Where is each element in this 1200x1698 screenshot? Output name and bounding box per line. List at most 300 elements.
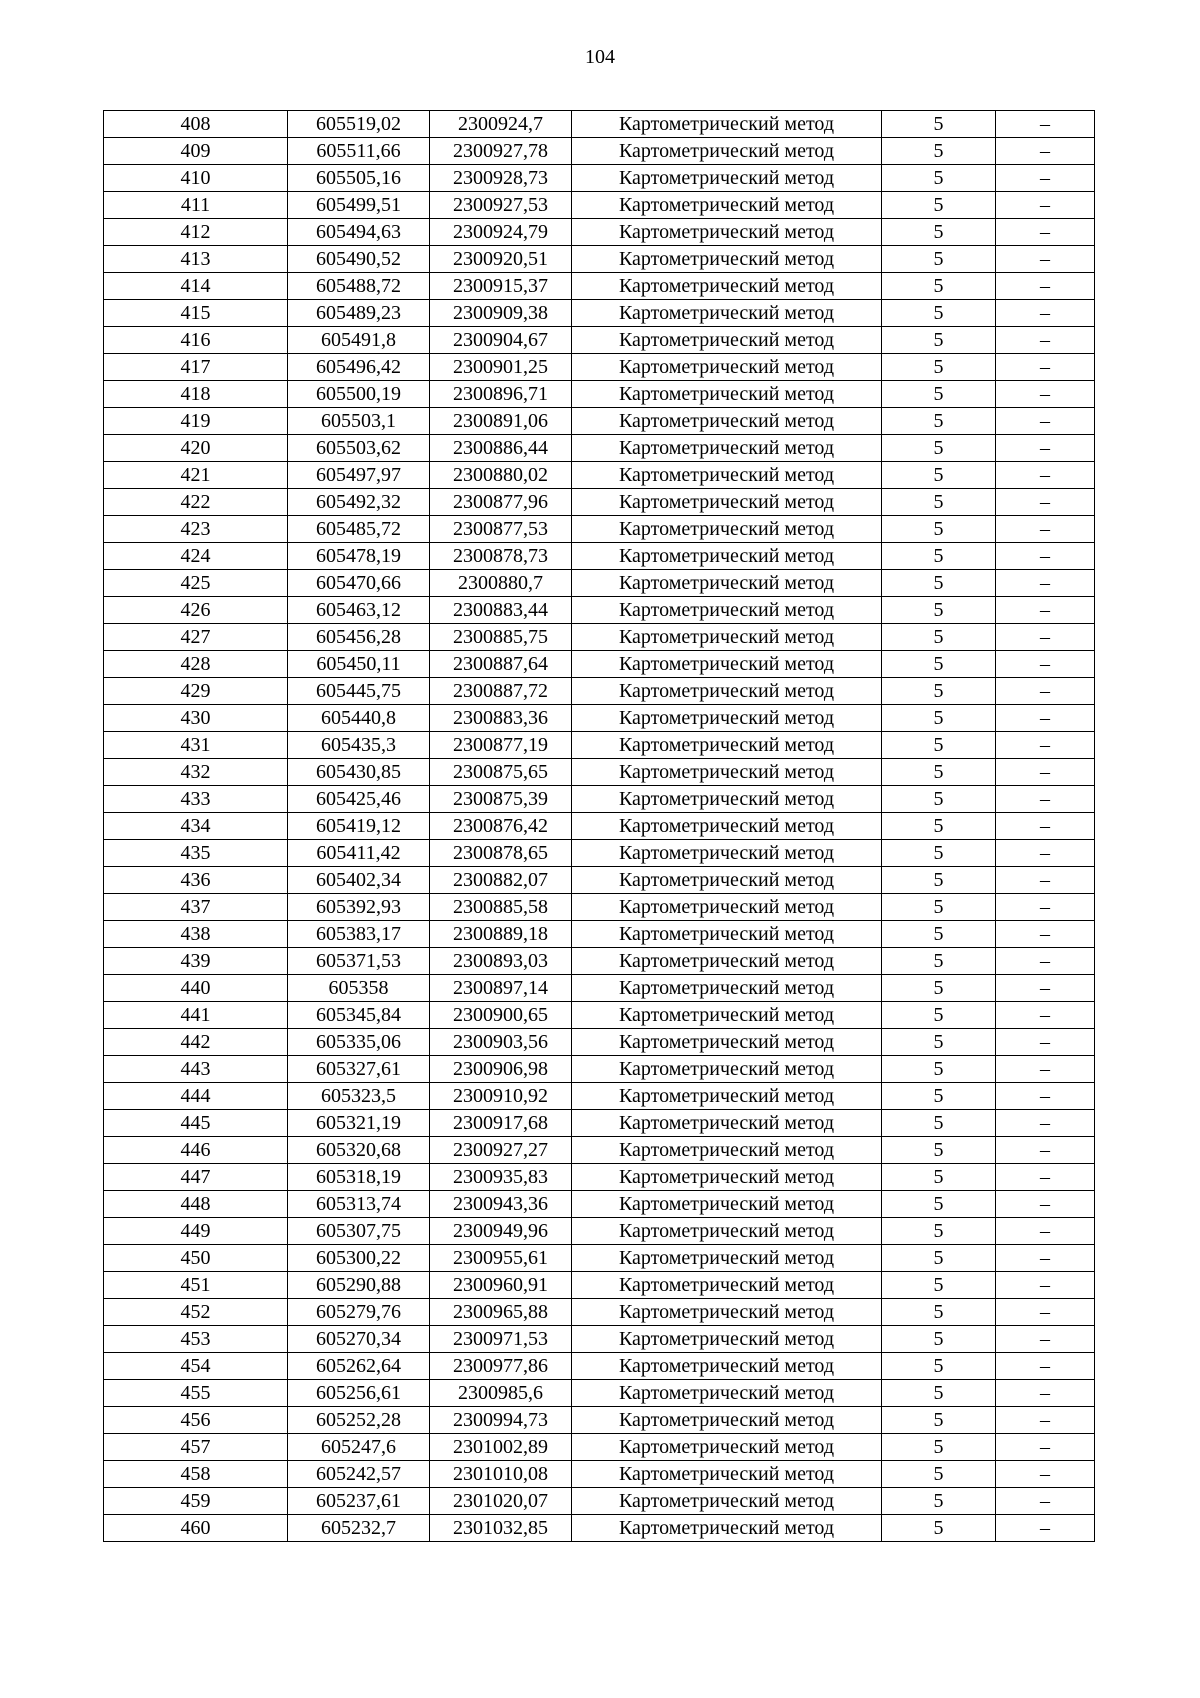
point-number-cell: 439 bbox=[104, 948, 288, 975]
dash-cell: – bbox=[996, 381, 1095, 408]
accuracy-cell: 5 bbox=[882, 813, 996, 840]
point-number-cell: 460 bbox=[104, 1515, 288, 1542]
y-coordinate-cell: 2300877,53 bbox=[430, 516, 572, 543]
y-coordinate-cell: 2300875,39 bbox=[430, 786, 572, 813]
table-row bbox=[104, 489, 1095, 516]
x-coordinate-cell: 605505,16 bbox=[288, 165, 430, 192]
accuracy-cell: 5 bbox=[882, 192, 996, 219]
point-number-cell: 459 bbox=[104, 1488, 288, 1515]
accuracy-cell: 5 bbox=[882, 1218, 996, 1245]
method-cell: Картометрический метод bbox=[572, 597, 882, 624]
table-row bbox=[104, 246, 1095, 273]
table-row bbox=[104, 1218, 1095, 1245]
x-coordinate-cell: 605383,17 bbox=[288, 921, 430, 948]
method-cell: Картометрический метод bbox=[572, 1245, 882, 1272]
y-coordinate-cell: 2300985,6 bbox=[430, 1380, 572, 1407]
y-coordinate-cell: 2300901,25 bbox=[430, 354, 572, 381]
point-number-cell: 444 bbox=[104, 1083, 288, 1110]
accuracy-cell: 5 bbox=[882, 327, 996, 354]
accuracy-cell: 5 bbox=[882, 1110, 996, 1137]
table-row bbox=[104, 867, 1095, 894]
point-number-cell: 419 bbox=[104, 408, 288, 435]
method-cell: Картометрический метод bbox=[572, 354, 882, 381]
point-number-cell: 456 bbox=[104, 1407, 288, 1434]
x-coordinate-cell: 605494,63 bbox=[288, 219, 430, 246]
method-cell: Картометрический метод bbox=[572, 759, 882, 786]
point-number-cell: 447 bbox=[104, 1164, 288, 1191]
method-cell: Картометрический метод bbox=[572, 1056, 882, 1083]
dash-cell: – bbox=[996, 1461, 1095, 1488]
point-number-cell: 436 bbox=[104, 867, 288, 894]
method-cell: Картометрический метод bbox=[572, 975, 882, 1002]
x-coordinate-cell: 605497,97 bbox=[288, 462, 430, 489]
y-coordinate-cell: 2300920,51 bbox=[430, 246, 572, 273]
method-cell: Картометрический метод bbox=[572, 678, 882, 705]
point-number-cell: 457 bbox=[104, 1434, 288, 1461]
accuracy-cell: 5 bbox=[882, 1272, 996, 1299]
y-coordinate-cell: 2300883,36 bbox=[430, 705, 572, 732]
y-coordinate-cell: 2300891,06 bbox=[430, 408, 572, 435]
y-coordinate-cell: 2300893,03 bbox=[430, 948, 572, 975]
x-coordinate-cell: 605335,06 bbox=[288, 1029, 430, 1056]
accuracy-cell: 5 bbox=[882, 1353, 996, 1380]
method-cell: Картометрический метод bbox=[572, 570, 882, 597]
accuracy-cell: 5 bbox=[882, 1029, 996, 1056]
y-coordinate-cell: 2301020,07 bbox=[430, 1488, 572, 1515]
x-coordinate-cell: 605232,7 bbox=[288, 1515, 430, 1542]
table-row bbox=[104, 1191, 1095, 1218]
x-coordinate-cell: 605290,88 bbox=[288, 1272, 430, 1299]
dash-cell: – bbox=[996, 111, 1095, 138]
dash-cell: – bbox=[996, 651, 1095, 678]
method-cell: Картометрический метод bbox=[572, 1029, 882, 1056]
table-row bbox=[104, 1083, 1095, 1110]
dash-cell: – bbox=[996, 246, 1095, 273]
table-row bbox=[104, 1110, 1095, 1137]
x-coordinate-cell: 605320,68 bbox=[288, 1137, 430, 1164]
dash-cell: – bbox=[996, 1002, 1095, 1029]
point-number-cell: 408 bbox=[104, 111, 288, 138]
y-coordinate-cell: 2300880,7 bbox=[430, 570, 572, 597]
accuracy-cell: 5 bbox=[882, 570, 996, 597]
y-coordinate-cell: 2300877,19 bbox=[430, 732, 572, 759]
dash-cell: – bbox=[996, 1488, 1095, 1515]
method-cell: Картометрический метод bbox=[572, 1515, 882, 1542]
table-row bbox=[104, 1299, 1095, 1326]
x-coordinate-cell: 605463,12 bbox=[288, 597, 430, 624]
dash-cell: – bbox=[996, 1137, 1095, 1164]
x-coordinate-cell: 605392,93 bbox=[288, 894, 430, 921]
dash-cell: – bbox=[996, 408, 1095, 435]
x-coordinate-cell: 605371,53 bbox=[288, 948, 430, 975]
y-coordinate-cell: 2300875,65 bbox=[430, 759, 572, 786]
accuracy-cell: 5 bbox=[882, 1407, 996, 1434]
point-number-cell: 418 bbox=[104, 381, 288, 408]
point-number-cell: 421 bbox=[104, 462, 288, 489]
y-coordinate-cell: 2300877,96 bbox=[430, 489, 572, 516]
table-row bbox=[104, 111, 1095, 138]
x-coordinate-cell: 605456,28 bbox=[288, 624, 430, 651]
method-cell: Картометрический метод bbox=[572, 327, 882, 354]
dash-cell: – bbox=[996, 354, 1095, 381]
y-coordinate-cell: 2300935,83 bbox=[430, 1164, 572, 1191]
y-coordinate-cell: 2300910,92 bbox=[430, 1083, 572, 1110]
accuracy-cell: 5 bbox=[882, 381, 996, 408]
x-coordinate-cell: 605402,34 bbox=[288, 867, 430, 894]
point-number-cell: 427 bbox=[104, 624, 288, 651]
table-row bbox=[104, 1272, 1095, 1299]
dash-cell: – bbox=[996, 138, 1095, 165]
accuracy-cell: 5 bbox=[882, 1164, 996, 1191]
method-cell: Картометрический метод bbox=[572, 1434, 882, 1461]
method-cell: Картометрический метод bbox=[572, 192, 882, 219]
table-row bbox=[104, 408, 1095, 435]
point-number-cell: 440 bbox=[104, 975, 288, 1002]
accuracy-cell: 5 bbox=[882, 354, 996, 381]
method-cell: Картометрический метод bbox=[572, 1137, 882, 1164]
point-number-cell: 432 bbox=[104, 759, 288, 786]
dash-cell: – bbox=[996, 624, 1095, 651]
x-coordinate-cell: 605321,19 bbox=[288, 1110, 430, 1137]
x-coordinate-cell: 605492,32 bbox=[288, 489, 430, 516]
accuracy-cell: 5 bbox=[882, 219, 996, 246]
table-row bbox=[104, 975, 1095, 1002]
accuracy-cell: 5 bbox=[882, 1515, 996, 1542]
point-number-cell: 450 bbox=[104, 1245, 288, 1272]
method-cell: Картометрический метод bbox=[572, 1191, 882, 1218]
point-number-cell: 417 bbox=[104, 354, 288, 381]
method-cell: Картометрический метод bbox=[572, 435, 882, 462]
x-coordinate-cell: 605430,85 bbox=[288, 759, 430, 786]
method-cell: Картометрический метод bbox=[572, 651, 882, 678]
dash-cell: – bbox=[996, 300, 1095, 327]
y-coordinate-cell: 2300896,71 bbox=[430, 381, 572, 408]
accuracy-cell: 5 bbox=[882, 1488, 996, 1515]
point-number-cell: 441 bbox=[104, 1002, 288, 1029]
table-row bbox=[104, 462, 1095, 489]
x-coordinate-cell: 605470,66 bbox=[288, 570, 430, 597]
table-row bbox=[104, 1164, 1095, 1191]
point-number-cell: 453 bbox=[104, 1326, 288, 1353]
x-coordinate-cell: 605358 bbox=[288, 975, 430, 1002]
table-row bbox=[104, 759, 1095, 786]
table-row bbox=[104, 813, 1095, 840]
method-cell: Картометрический метод bbox=[572, 246, 882, 273]
point-number-cell: 413 bbox=[104, 246, 288, 273]
x-coordinate-cell: 605256,61 bbox=[288, 1380, 430, 1407]
dash-cell: – bbox=[996, 1245, 1095, 1272]
point-number-cell: 409 bbox=[104, 138, 288, 165]
dash-cell: – bbox=[996, 219, 1095, 246]
point-number-cell: 426 bbox=[104, 597, 288, 624]
y-coordinate-cell: 2300885,75 bbox=[430, 624, 572, 651]
dash-cell: – bbox=[996, 1083, 1095, 1110]
method-cell: Картометрический метод bbox=[572, 948, 882, 975]
method-cell: Картометрический метод bbox=[572, 867, 882, 894]
point-number-cell: 416 bbox=[104, 327, 288, 354]
y-coordinate-cell: 2300924,7 bbox=[430, 111, 572, 138]
point-number-cell: 433 bbox=[104, 786, 288, 813]
method-cell: Картометрический метод bbox=[572, 516, 882, 543]
table-row bbox=[104, 327, 1095, 354]
accuracy-cell: 5 bbox=[882, 1434, 996, 1461]
point-number-cell: 442 bbox=[104, 1029, 288, 1056]
method-cell: Картометрический метод bbox=[572, 462, 882, 489]
y-coordinate-cell: 2300887,72 bbox=[430, 678, 572, 705]
accuracy-cell: 5 bbox=[882, 1137, 996, 1164]
table-row bbox=[104, 1380, 1095, 1407]
x-coordinate-cell: 605491,8 bbox=[288, 327, 430, 354]
table-row bbox=[104, 624, 1095, 651]
dash-cell: – bbox=[996, 1164, 1095, 1191]
table-row bbox=[104, 1002, 1095, 1029]
dash-cell: – bbox=[996, 1191, 1095, 1218]
point-number-cell: 452 bbox=[104, 1299, 288, 1326]
x-coordinate-cell: 605345,84 bbox=[288, 1002, 430, 1029]
accuracy-cell: 5 bbox=[882, 165, 996, 192]
table-row bbox=[104, 1326, 1095, 1353]
point-number-cell: 425 bbox=[104, 570, 288, 597]
accuracy-cell: 5 bbox=[882, 894, 996, 921]
y-coordinate-cell: 2300882,07 bbox=[430, 867, 572, 894]
y-coordinate-cell: 2300927,78 bbox=[430, 138, 572, 165]
dash-cell: – bbox=[996, 570, 1095, 597]
coordinates-table-body bbox=[104, 111, 1095, 1542]
accuracy-cell: 5 bbox=[882, 678, 996, 705]
x-coordinate-cell: 605262,64 bbox=[288, 1353, 430, 1380]
y-coordinate-cell: 2300878,73 bbox=[430, 543, 572, 570]
method-cell: Картометрический метод bbox=[572, 840, 882, 867]
point-number-cell: 422 bbox=[104, 489, 288, 516]
method-cell: Картометрический метод bbox=[572, 894, 882, 921]
accuracy-cell: 5 bbox=[882, 732, 996, 759]
point-number-cell: 411 bbox=[104, 192, 288, 219]
table-row bbox=[104, 678, 1095, 705]
method-cell: Картометрический метод bbox=[572, 300, 882, 327]
x-coordinate-cell: 605327,61 bbox=[288, 1056, 430, 1083]
x-coordinate-cell: 605425,46 bbox=[288, 786, 430, 813]
table-row bbox=[104, 138, 1095, 165]
table-row bbox=[104, 1029, 1095, 1056]
y-coordinate-cell: 2300960,91 bbox=[430, 1272, 572, 1299]
dash-cell: – bbox=[996, 921, 1095, 948]
x-coordinate-cell: 605500,19 bbox=[288, 381, 430, 408]
dash-cell: – bbox=[996, 1299, 1095, 1326]
table-row bbox=[104, 921, 1095, 948]
point-number-cell: 454 bbox=[104, 1353, 288, 1380]
accuracy-cell: 5 bbox=[882, 111, 996, 138]
accuracy-cell: 5 bbox=[882, 1245, 996, 1272]
x-coordinate-cell: 605496,42 bbox=[288, 354, 430, 381]
x-coordinate-cell: 605488,72 bbox=[288, 273, 430, 300]
x-coordinate-cell: 605490,52 bbox=[288, 246, 430, 273]
accuracy-cell: 5 bbox=[882, 840, 996, 867]
dash-cell: – bbox=[996, 1029, 1095, 1056]
dash-cell: – bbox=[996, 1326, 1095, 1353]
x-coordinate-cell: 605499,51 bbox=[288, 192, 430, 219]
point-number-cell: 434 bbox=[104, 813, 288, 840]
x-coordinate-cell: 605503,1 bbox=[288, 408, 430, 435]
table-row bbox=[104, 1245, 1095, 1272]
point-number-cell: 435 bbox=[104, 840, 288, 867]
dash-cell: – bbox=[996, 327, 1095, 354]
table-row bbox=[104, 381, 1095, 408]
x-coordinate-cell: 605279,76 bbox=[288, 1299, 430, 1326]
method-cell: Картометрический метод bbox=[572, 111, 882, 138]
y-coordinate-cell: 2300906,98 bbox=[430, 1056, 572, 1083]
point-number-cell: 458 bbox=[104, 1461, 288, 1488]
accuracy-cell: 5 bbox=[882, 1461, 996, 1488]
point-number-cell: 451 bbox=[104, 1272, 288, 1299]
method-cell: Картометрический метод bbox=[572, 1110, 882, 1137]
dash-cell: – bbox=[996, 1110, 1095, 1137]
y-coordinate-cell: 2300971,53 bbox=[430, 1326, 572, 1353]
point-number-cell: 448 bbox=[104, 1191, 288, 1218]
x-coordinate-cell: 605440,8 bbox=[288, 705, 430, 732]
table-row bbox=[104, 1137, 1095, 1164]
dash-cell: – bbox=[996, 948, 1095, 975]
point-number-cell: 438 bbox=[104, 921, 288, 948]
accuracy-cell: 5 bbox=[882, 948, 996, 975]
table-row bbox=[104, 1056, 1095, 1083]
coordinates-table bbox=[103, 110, 1095, 1542]
method-cell: Картометрический метод bbox=[572, 1353, 882, 1380]
accuracy-cell: 5 bbox=[882, 1380, 996, 1407]
method-cell: Картометрический метод bbox=[572, 408, 882, 435]
table-row bbox=[104, 435, 1095, 462]
point-number-cell: 423 bbox=[104, 516, 288, 543]
table-row bbox=[104, 1407, 1095, 1434]
dash-cell: – bbox=[996, 462, 1095, 489]
y-coordinate-cell: 2300994,73 bbox=[430, 1407, 572, 1434]
point-number-cell: 428 bbox=[104, 651, 288, 678]
accuracy-cell: 5 bbox=[882, 1002, 996, 1029]
method-cell: Картометрический метод bbox=[572, 1272, 882, 1299]
dash-cell: – bbox=[996, 975, 1095, 1002]
y-coordinate-cell: 2300909,38 bbox=[430, 300, 572, 327]
accuracy-cell: 5 bbox=[882, 516, 996, 543]
dash-cell: – bbox=[996, 705, 1095, 732]
y-coordinate-cell: 2301010,08 bbox=[430, 1461, 572, 1488]
method-cell: Картометрический метод bbox=[572, 1326, 882, 1353]
x-coordinate-cell: 605247,6 bbox=[288, 1434, 430, 1461]
dash-cell: – bbox=[996, 1218, 1095, 1245]
table-row bbox=[104, 597, 1095, 624]
table-row bbox=[104, 516, 1095, 543]
y-coordinate-cell: 2300928,73 bbox=[430, 165, 572, 192]
y-coordinate-cell: 2300883,44 bbox=[430, 597, 572, 624]
table-row bbox=[104, 543, 1095, 570]
accuracy-cell: 5 bbox=[882, 759, 996, 786]
accuracy-cell: 5 bbox=[882, 597, 996, 624]
y-coordinate-cell: 2300880,02 bbox=[430, 462, 572, 489]
accuracy-cell: 5 bbox=[882, 1191, 996, 1218]
table-row bbox=[104, 1353, 1095, 1380]
table-row bbox=[104, 732, 1095, 759]
dash-cell: – bbox=[996, 1434, 1095, 1461]
method-cell: Картометрический метод bbox=[572, 624, 882, 651]
method-cell: Картометрический метод bbox=[572, 732, 882, 759]
point-number-cell: 415 bbox=[104, 300, 288, 327]
accuracy-cell: 5 bbox=[882, 408, 996, 435]
method-cell: Картометрический метод bbox=[572, 1299, 882, 1326]
table-row bbox=[104, 840, 1095, 867]
dash-cell: – bbox=[996, 489, 1095, 516]
table-row bbox=[104, 1461, 1095, 1488]
table-row bbox=[104, 570, 1095, 597]
table-row bbox=[104, 354, 1095, 381]
table-row bbox=[104, 273, 1095, 300]
dash-cell: – bbox=[996, 813, 1095, 840]
point-number-cell: 437 bbox=[104, 894, 288, 921]
accuracy-cell: 5 bbox=[882, 543, 996, 570]
method-cell: Картометрический метод bbox=[572, 1083, 882, 1110]
method-cell: Картометрический метод bbox=[572, 273, 882, 300]
point-number-cell: 449 bbox=[104, 1218, 288, 1245]
x-coordinate-cell: 605270,34 bbox=[288, 1326, 430, 1353]
dash-cell: – bbox=[996, 894, 1095, 921]
y-coordinate-cell: 2300876,42 bbox=[430, 813, 572, 840]
x-coordinate-cell: 605307,75 bbox=[288, 1218, 430, 1245]
page-number: 104 bbox=[585, 46, 615, 68]
accuracy-cell: 5 bbox=[882, 624, 996, 651]
x-coordinate-cell: 605300,22 bbox=[288, 1245, 430, 1272]
y-coordinate-cell: 2300885,58 bbox=[430, 894, 572, 921]
table-row bbox=[104, 300, 1095, 327]
x-coordinate-cell: 605478,19 bbox=[288, 543, 430, 570]
y-coordinate-cell: 2300887,64 bbox=[430, 651, 572, 678]
table-row bbox=[104, 192, 1095, 219]
table-row bbox=[104, 1434, 1095, 1461]
method-cell: Картометрический метод bbox=[572, 1407, 882, 1434]
y-coordinate-cell: 2300949,96 bbox=[430, 1218, 572, 1245]
dash-cell: – bbox=[996, 732, 1095, 759]
x-coordinate-cell: 605237,61 bbox=[288, 1488, 430, 1515]
y-coordinate-cell: 2300889,18 bbox=[430, 921, 572, 948]
y-coordinate-cell: 2300897,14 bbox=[430, 975, 572, 1002]
y-coordinate-cell: 2301002,89 bbox=[430, 1434, 572, 1461]
x-coordinate-cell: 605318,19 bbox=[288, 1164, 430, 1191]
dash-cell: – bbox=[996, 1407, 1095, 1434]
dash-cell: – bbox=[996, 192, 1095, 219]
y-coordinate-cell: 2300965,88 bbox=[430, 1299, 572, 1326]
dash-cell: – bbox=[996, 678, 1095, 705]
x-coordinate-cell: 605435,3 bbox=[288, 732, 430, 759]
point-number-cell: 455 bbox=[104, 1380, 288, 1407]
y-coordinate-cell: 2300943,36 bbox=[430, 1191, 572, 1218]
accuracy-cell: 5 bbox=[882, 246, 996, 273]
method-cell: Картометрический метод bbox=[572, 705, 882, 732]
method-cell: Картометрический метод bbox=[572, 138, 882, 165]
method-cell: Картометрический метод bbox=[572, 219, 882, 246]
accuracy-cell: 5 bbox=[882, 1056, 996, 1083]
method-cell: Картометрический метод bbox=[572, 813, 882, 840]
x-coordinate-cell: 605489,23 bbox=[288, 300, 430, 327]
point-number-cell: 414 bbox=[104, 273, 288, 300]
method-cell: Картометрический метод bbox=[572, 1218, 882, 1245]
table-row bbox=[104, 786, 1095, 813]
y-coordinate-cell: 2301032,85 bbox=[430, 1515, 572, 1542]
dash-cell: – bbox=[996, 1380, 1095, 1407]
accuracy-cell: 5 bbox=[882, 462, 996, 489]
accuracy-cell: 5 bbox=[882, 1083, 996, 1110]
accuracy-cell: 5 bbox=[882, 705, 996, 732]
point-number-cell: 412 bbox=[104, 219, 288, 246]
dash-cell: – bbox=[996, 435, 1095, 462]
table-row bbox=[104, 1488, 1095, 1515]
method-cell: Картометрический метод bbox=[572, 381, 882, 408]
x-coordinate-cell: 605503,62 bbox=[288, 435, 430, 462]
